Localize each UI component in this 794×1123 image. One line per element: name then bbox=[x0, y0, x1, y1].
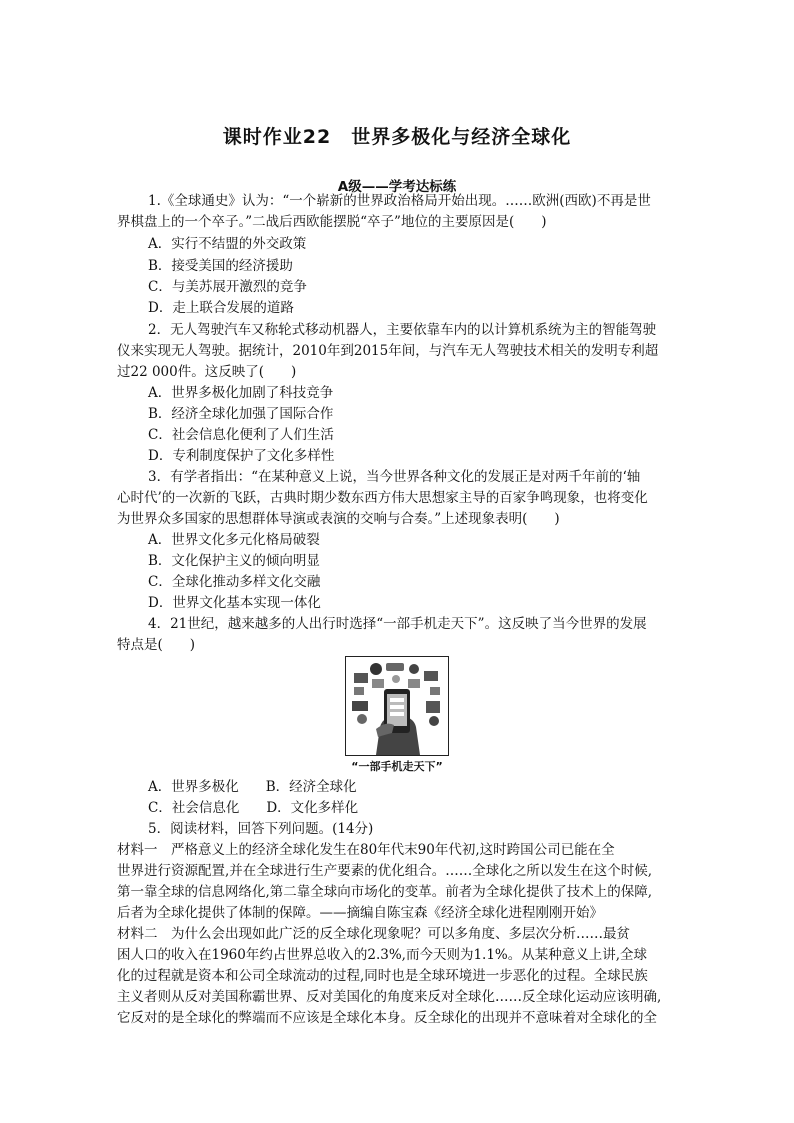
option-line: B．文化保护主义的倾向明显 bbox=[148, 553, 320, 569]
phone-illustration bbox=[345, 656, 449, 756]
option-line: C．社会信息化便利了人们生活 bbox=[148, 427, 334, 443]
page-title: 课时作业22 世界多极化与经济全球化 bbox=[222, 126, 572, 148]
text-line: 过22 000件。这反映了( ) bbox=[117, 364, 297, 380]
text-line: 2．无人驾驶汽车又称轮式移动机器人，主要依靠车内的以计算机系统为主的智能驾驶 bbox=[148, 322, 657, 338]
option-line: B．接受美国的经济援助 bbox=[148, 258, 293, 274]
option-line: D．世界文化基本实现一体化 bbox=[148, 595, 321, 611]
section-heading: A级——学考达标练 bbox=[337, 179, 457, 195]
option-line: C．社会信息化 D．文化多样化 bbox=[148, 800, 359, 816]
text-line: 它反对的是全球化的弊端而不应该是全球化本身。反全球化的出现并不意味着对全球化的全 bbox=[117, 1010, 657, 1026]
option-line: A．实行不结盟的外交政策 bbox=[148, 236, 307, 252]
text-line: 界棋盘上的一个卒子。”二战后西欧能摆脱“卒子”地位的主要原因是( ) bbox=[117, 214, 547, 230]
text-line: 第一靠全球的信息网络化,第二靠全球向市场化的变革。前者为全球化提供了技术上的保障, bbox=[117, 884, 653, 900]
text-line: 材料一 严格意义上的经济全球化发生在80年代末90年代初,这时跨国公司已能在全 bbox=[117, 842, 615, 858]
option-line: C．全球化推动多样文化交融 bbox=[148, 574, 321, 590]
text-line: 世界进行资源配置,并在全球进行生产要素的优化组合。……全球化之所以发生在这个时候, bbox=[117, 863, 653, 879]
option-line: B．经济全球化加强了国际合作 bbox=[148, 406, 334, 422]
text-line: 仪来实现无人驾驶。据统计，2010年到2015年间，与汽车无人驾驶技术相关的发明专利超 bbox=[117, 343, 659, 359]
text-line: 特点是( ) bbox=[117, 637, 196, 653]
text-line: 4．21世纪，越来越多的人出行时选择“一部手机走天下”。这反映了当今世界的发展 bbox=[148, 616, 647, 632]
text-line: 3．有学者指出：“在某种意义上说，当今世界各种文化的发展正是对两千年前的‘轴 bbox=[148, 469, 641, 485]
text-line: 5．阅读材料，回答下列问题。(14分) bbox=[148, 821, 374, 837]
text-line: 化的过程就是资本和公司全球流动的过程,同时也是全球环境进一步恶化的过程。全球民族 bbox=[117, 968, 648, 984]
text-line: 主义者则从反对美国称霸世界、反对美国化的角度来反对全球化……反全球化运动应该明确, bbox=[117, 989, 662, 1005]
option-line: A．世界多极化加剧了科技竞争 bbox=[148, 385, 334, 401]
option-line: A．世界多极化 B．经济全球化 bbox=[148, 779, 357, 795]
option-line: A．世界文化多元化格局破裂 bbox=[148, 532, 320, 548]
option-line: D．走上联合发展的道路 bbox=[148, 300, 294, 316]
text-line: 困人口的收入在1960年约占世界总收入的2.3%,而今天则为1.1%。从某种意义上讲,全球 bbox=[117, 947, 648, 963]
text-line: 材料二 为什么会出现如此广泛的反全球化现象呢？可以多角度、多层次分析……最贫 bbox=[117, 926, 630, 942]
option-line: C．与美苏展开激烈的竞争 bbox=[148, 279, 307, 295]
text-line: 心时代’的一次新的飞跃，古典时期少数东西方伟大思想家主导的百家争鸣现象，也将变化 bbox=[117, 490, 648, 506]
phone-world-icon bbox=[346, 657, 448, 755]
figure-caption: “一部手机走天下” bbox=[351, 760, 443, 773]
text-line: 后者为全球化提供了体制的保障。——摘编自陈宝森《经济全球化进程刚刚开始》 bbox=[117, 905, 603, 921]
text-line: 1.《全球通史》认为：“一个崭新的世界政治格局开始出现。……欧洲(西欧)不再是世 bbox=[148, 193, 651, 209]
option-line: D．专利制度保护了文化多样性 bbox=[148, 448, 335, 464]
text-line: 为世界众多国家的思想群体导演或表演的交响与合奏。”上述现象表明( ) bbox=[117, 511, 560, 527]
